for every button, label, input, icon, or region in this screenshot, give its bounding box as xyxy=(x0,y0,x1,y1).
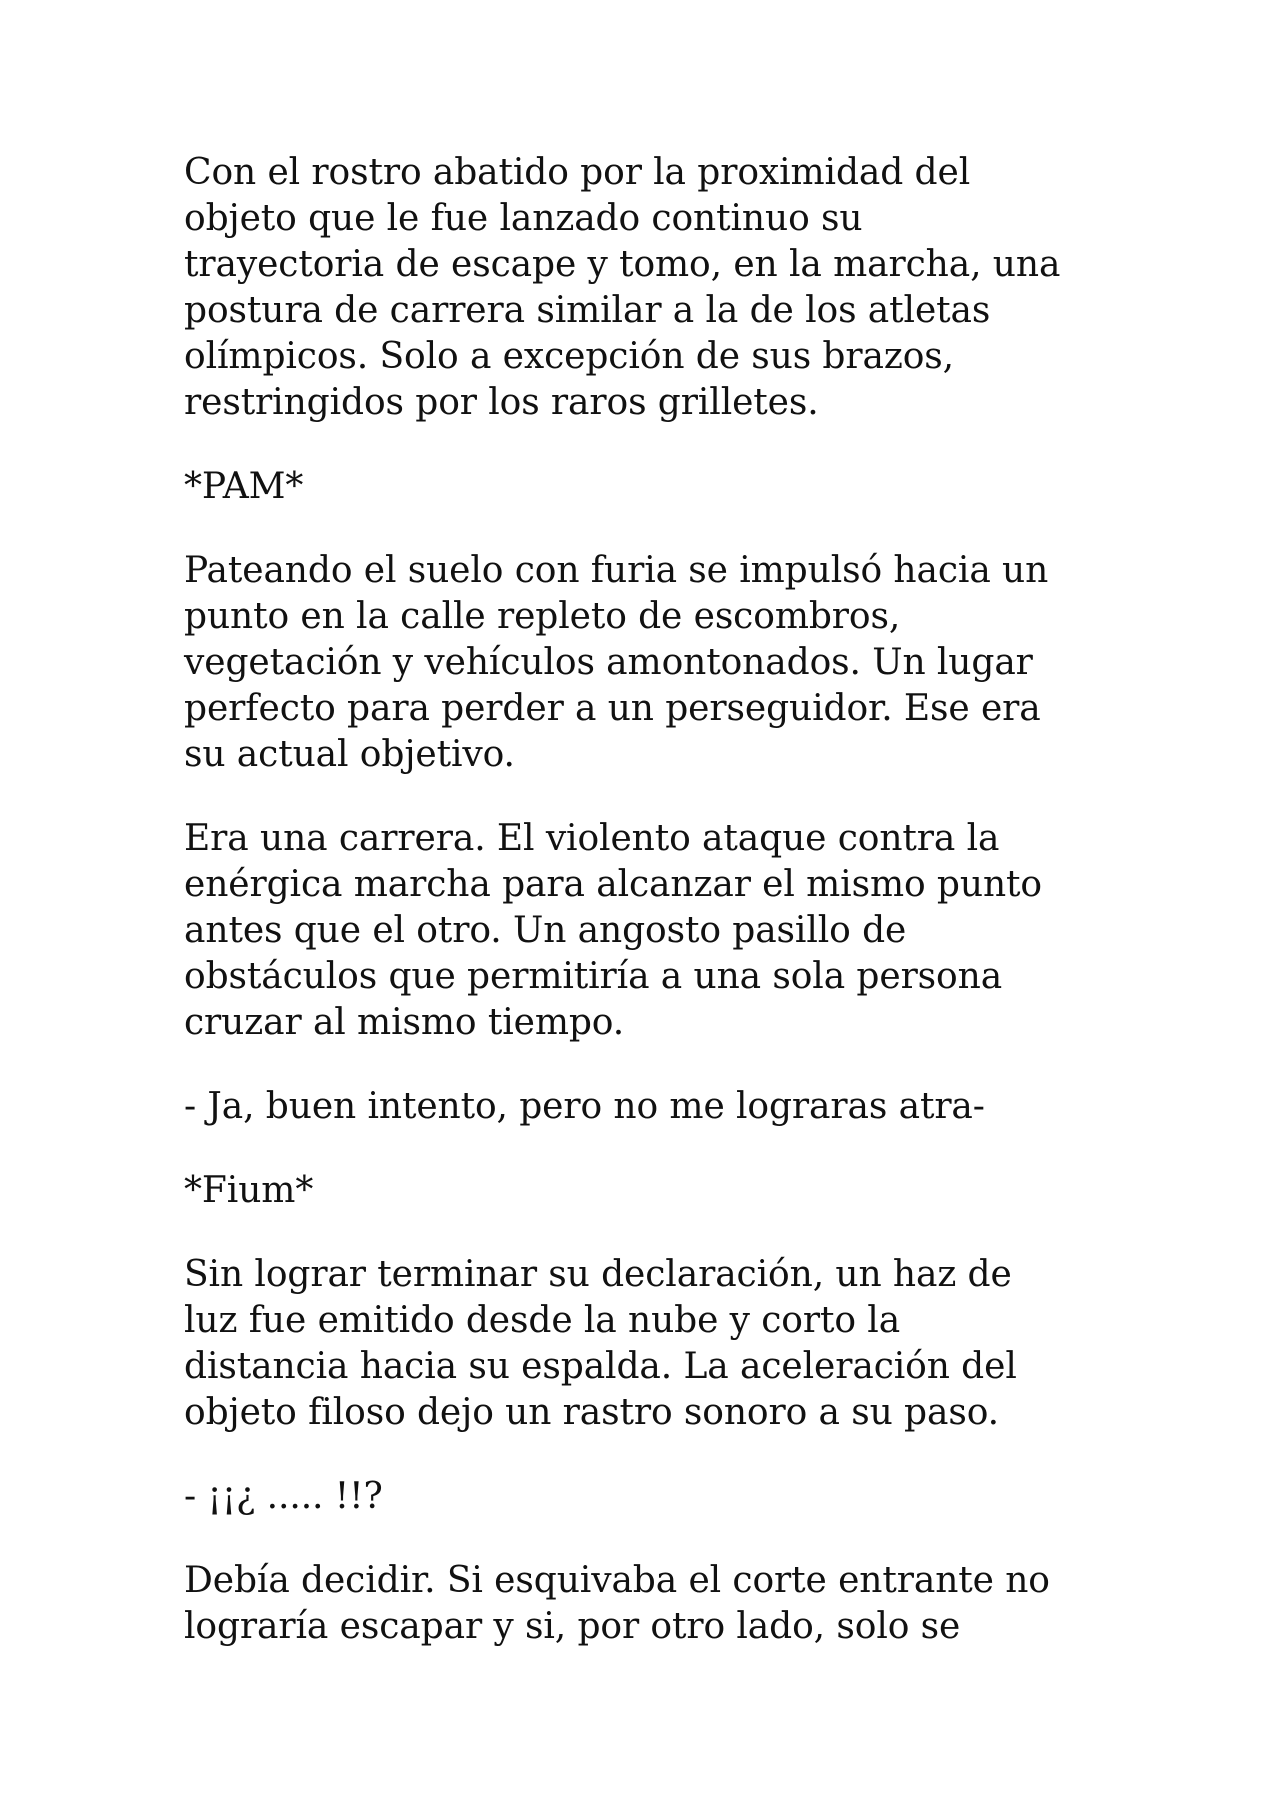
paragraph-5: - Ja, buen intento, pero no me lograras atra- xyxy=(184,1086,985,1127)
paragraph-7: Sin lograr terminar su declaración, un haz de luz fue emitido desde la nube y corto la distancia hacia su espalda. La aceleración del objeto filoso dejo un rastro sonoro a su paso. xyxy=(184,1254,1017,1433)
paragraph-3: Pateando el suelo con furia se impulsó hacia un punto en la calle repleto de escombros, vegetación y vehículos amontonados. Un lugar perfecto para perder a un perseguidor. Ese era su actual objetivo. xyxy=(184,550,1049,775)
document-body xyxy=(184,150,1130,1650)
paragraph-9: Debía decidir. Si esquivaba el corte entrante no lograría escapar y si, por otro lado, solo se xyxy=(184,1560,1050,1647)
paragraph-4: Era una carrera. El violento ataque contra la enérgica marcha para alcanzar el mismo punto antes que el otro. Un angosto pasillo de obstáculos que permitiría a una sola persona cruzar al mismo tiempo. xyxy=(184,818,1042,1043)
paragraph-2: *PAM* xyxy=(184,466,304,507)
paragraph-6: *Fium* xyxy=(184,1170,314,1211)
paragraph-1: Con el rostro abatido por la proximidad del objeto que le fue lanzado continuo su trayectoria de escape y tomo, en la marcha, una postura de carrera similar a la de los atletas olímpicos. Solo a excepción de sus brazos, restringidos por los raros grilletes. xyxy=(184,152,1061,423)
paragraph-8: - ¡¡¿ ..... !!? xyxy=(184,1476,383,1517)
